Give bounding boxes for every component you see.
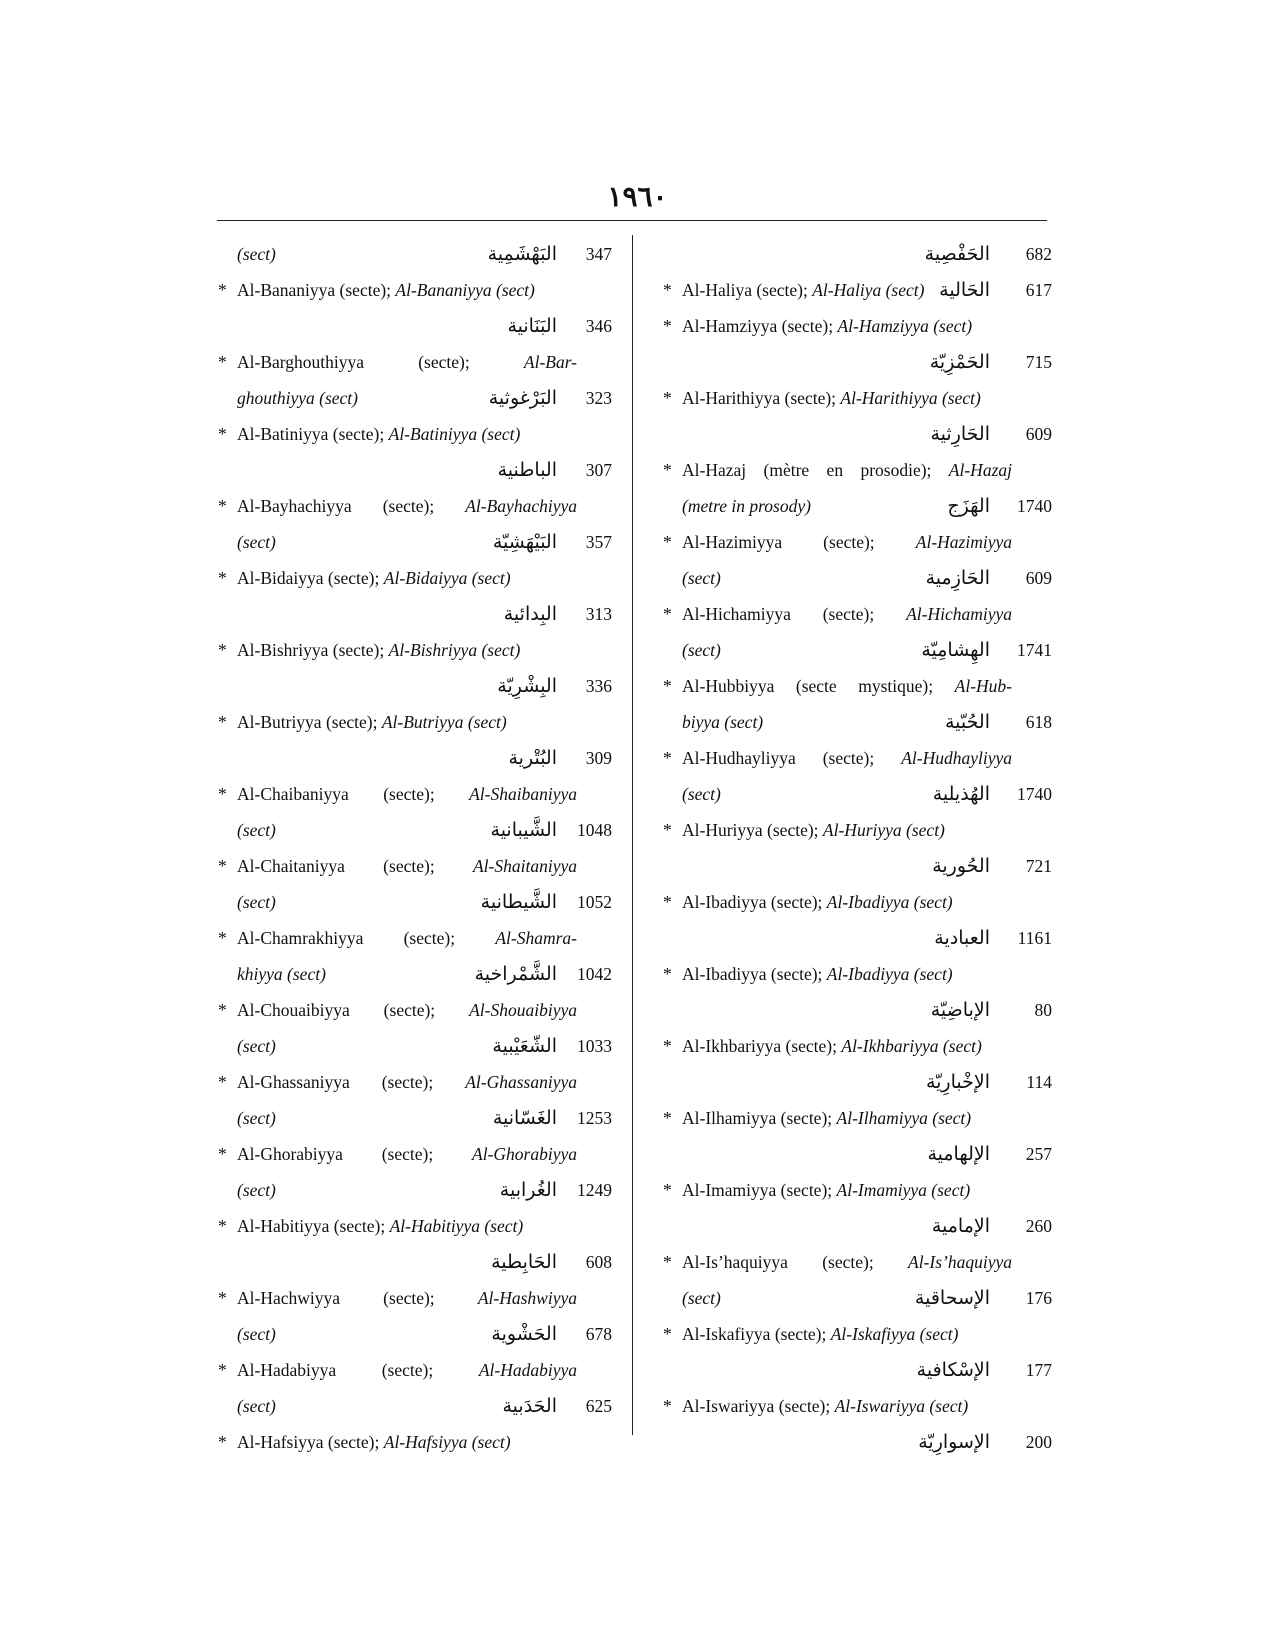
entry-term: Al-Hudhayliyya (secte); Al-Hudhayliyya (682, 748, 1012, 768)
index-line (200, 884, 625, 920)
entry-marker: * (663, 1180, 672, 1200)
index-line (645, 344, 1060, 380)
entry-term: (sect) (682, 640, 721, 660)
entry-page-ref: 257 (1025, 1144, 1052, 1164)
entry-page-ref: 1161 (1017, 928, 1052, 948)
index-line (200, 740, 625, 776)
index-line (200, 1100, 625, 1136)
entry-page-ref: 682 (1025, 244, 1052, 264)
entry-marker: * (218, 280, 227, 300)
entry-marker: * (218, 1000, 227, 1020)
entry-term: Al-Huriyya (secte); Al-Huriyya (sect) (682, 820, 945, 840)
index-line (645, 812, 1060, 848)
index-line (645, 560, 1060, 596)
entry-term: Al-Hazaj (mètre en prosodie); Al-Hazaj (682, 460, 1012, 480)
entry-term: Al-Ikhbariyya (secte); Al-Ikhbariyya (sect) (682, 1036, 982, 1056)
entry-term: (sect) (237, 892, 276, 912)
index-line (200, 236, 625, 272)
index-line (645, 956, 1060, 992)
entry-arabic: الحُورية (932, 855, 990, 877)
index-line (200, 344, 625, 380)
entry-marker: * (218, 784, 227, 804)
entry-marker: * (663, 280, 672, 300)
entry-arabic: الإسحاقية (914, 1287, 990, 1309)
index-line (645, 848, 1060, 884)
index-line (200, 596, 625, 632)
entry-arabic: الحَدَبية (502, 1395, 557, 1417)
entry-arabic: البَنَانية (507, 315, 557, 337)
entry-term: (sect) (237, 1108, 276, 1128)
entry-term: Al-Hichamiyya (secte); Al-Hichamiyya (682, 604, 1012, 624)
entry-marker: * (218, 1216, 227, 1236)
index-line (645, 1316, 1060, 1352)
index-line (200, 776, 625, 812)
entry-term: Al-Bayhachiyya (secte); Al-Bayhachiyya (237, 496, 577, 516)
index-line (645, 416, 1060, 452)
entry-term: Al-Ilhamiyya (secte); Al-Ilhamiyya (sect) (682, 1108, 972, 1128)
entry-page-ref: 260 (1025, 1216, 1052, 1236)
entry-arabic: البَرْغوثية (488, 387, 557, 409)
entry-term: (metre in prosody) (682, 496, 811, 516)
entry-arabic: البَيْهَشِيّة (492, 531, 557, 553)
entry-marker: * (663, 892, 672, 912)
entry-term: Al-Is’haquiyya (secte); Al-Is’haquiyya (682, 1252, 1012, 1272)
entry-page-ref: 309 (585, 748, 612, 768)
entry-arabic: الإخْبارِيّة (925, 1071, 990, 1093)
index-line (200, 920, 625, 956)
entry-page-ref: 323 (585, 388, 612, 408)
index-line (645, 1064, 1060, 1100)
index-line (645, 992, 1060, 1028)
index-line (645, 236, 1060, 272)
entry-page-ref: 1740 (1017, 784, 1052, 804)
index-line (645, 740, 1060, 776)
entry-arabic: الحَابِطية (491, 1251, 557, 1273)
entry-marker: * (218, 1144, 227, 1164)
index-line (200, 1424, 625, 1460)
entry-arabic: الغُرابية (499, 1179, 557, 1201)
entry-marker: * (663, 1036, 672, 1056)
entry-marker: * (218, 496, 227, 516)
entry-arabic: البَهْشَمِية (487, 243, 557, 265)
entry-arabic: الشَّيطانية (480, 891, 557, 913)
entry-arabic: الحَالية (939, 279, 990, 301)
entry-term: Al-Ibadiyya (secte); Al-Ibadiyya (sect) (682, 892, 953, 912)
entry-arabic: الإلهامية (927, 1143, 990, 1165)
index-line (645, 1136, 1060, 1172)
entry-page-ref: 625 (585, 1396, 612, 1416)
entry-term: Al-Iskafiyya (secte); Al-Iskafiyya (sect) (682, 1324, 959, 1344)
entry-term: Al-Bidaiyya (secte); Al-Bidaiyya (sect) (237, 568, 511, 588)
entry-page-ref: 1042 (577, 964, 612, 984)
entry-marker: * (663, 388, 672, 408)
entry-term: Al-Hachwiyya (secte); Al-Hashwiyya (237, 1288, 577, 1308)
entry-page-ref: 357 (585, 532, 612, 552)
entry-term: Al-Hadabiyya (secte); Al-Hadabiyya (237, 1360, 577, 1380)
entry-marker: * (218, 928, 227, 948)
entry-marker: * (218, 856, 227, 876)
entry-arabic: البُتْرية (508, 747, 557, 769)
entry-term: Al-Ghorabiyya (secte); Al-Ghorabiyya (237, 1144, 577, 1164)
entry-page-ref: 1741 (1017, 640, 1052, 660)
entry-term: khiyya (sect) (237, 964, 326, 984)
entry-page-ref: 346 (585, 316, 612, 336)
entry-term: (sect) (682, 568, 721, 588)
entry-arabic: الغَسّانية (492, 1107, 557, 1129)
index-line (645, 920, 1060, 956)
entry-page-ref: 678 (585, 1324, 612, 1344)
entry-marker: * (218, 640, 227, 660)
index-line (200, 812, 625, 848)
entry-term: Al-Batiniyya (secte); Al-Batiniyya (sect) (237, 424, 521, 444)
entry-marker: * (663, 460, 672, 480)
entry-term: Al-Hamziyya (secte); Al-Hamziyya (sect) (682, 316, 973, 336)
index-line (645, 1280, 1060, 1316)
entry-term: Al-Barghouthiyya (secte); Al-Bar- (237, 352, 577, 372)
index-line (200, 1244, 625, 1280)
entry-marker: * (218, 1072, 227, 1092)
index-line (200, 1352, 625, 1388)
entry-marker: * (663, 964, 672, 984)
index-line (200, 1208, 625, 1244)
entry-page-ref: 347 (585, 244, 612, 264)
entry-marker: * (218, 1288, 227, 1308)
index-line (645, 1028, 1060, 1064)
index-line (200, 1316, 625, 1352)
left-column (200, 236, 625, 1460)
index-line (200, 488, 625, 524)
entry-page-ref: 1052 (577, 892, 612, 912)
index-line (645, 884, 1060, 920)
entry-page-ref: 609 (1025, 568, 1052, 588)
entry-arabic: الحَارِثية (930, 423, 990, 445)
index-line (200, 848, 625, 884)
index-line (645, 704, 1060, 740)
entry-arabic: الشّعَيْبية (492, 1035, 557, 1057)
entry-term: (sect) (682, 1288, 721, 1308)
entry-marker: * (663, 676, 672, 696)
entry-page-ref: 176 (1025, 1288, 1052, 1308)
index-line (200, 992, 625, 1028)
entry-term: Al-Haliya (secte); Al-Haliya (sect) (682, 280, 925, 300)
entry-term: Al-Hubbiyya (secte mystique); Al-Hub- (682, 676, 1012, 696)
entry-arabic: الهِشامِيّة (921, 639, 990, 661)
entry-term: Al-Imamiyya (secte); Al-Imamiyya (sect) (682, 1180, 971, 1200)
index-line (645, 668, 1060, 704)
index-line (645, 524, 1060, 560)
index-line (645, 1244, 1060, 1280)
entry-term: Al-Iswariyya (secte); Al-Iswariyya (sect) (682, 1396, 969, 1416)
index-line (645, 452, 1060, 488)
index-line (200, 452, 625, 488)
index-line (200, 1388, 625, 1424)
index-line (200, 1136, 625, 1172)
entry-term: ghouthiyya (sect) (237, 388, 358, 408)
entry-term: Al-Hazimiyya (secte); Al-Hazimiyya (682, 532, 1012, 552)
entry-marker: * (663, 604, 672, 624)
entry-arabic: الإباضِيّة (930, 999, 990, 1021)
index-line (645, 308, 1060, 344)
entry-term: Al-Chamrakhiyya (secte); Al-Shamra- (237, 928, 577, 948)
entry-marker: * (663, 316, 672, 336)
entry-term: Al-Harithiyya (secte); Al-Harithiyya (sect) (682, 388, 981, 408)
entry-term: Al-Chaitaniyya (secte); Al-Shaitaniyya (237, 856, 577, 876)
entry-page-ref: 1253 (577, 1108, 612, 1128)
entry-term: (sect) (237, 1180, 276, 1200)
index-line (645, 488, 1060, 524)
entry-marker: * (663, 1108, 672, 1128)
page-number: ١٩٦٠ (607, 182, 668, 213)
index-line (645, 1388, 1060, 1424)
index-line (645, 1352, 1060, 1388)
entry-term: Al-Bananiyya (secte); Al-Bananiyya (sect) (237, 280, 535, 300)
index-line (645, 1208, 1060, 1244)
entry-page-ref: 721 (1025, 856, 1052, 876)
index-line (200, 1064, 625, 1100)
entry-arabic: الحُبّية (945, 711, 990, 733)
entry-page-ref: 617 (1025, 280, 1052, 300)
index-line (200, 1280, 625, 1316)
entry-arabic: الهَزَج (947, 495, 990, 517)
entry-page-ref: 1249 (577, 1180, 612, 1200)
index-line (200, 272, 625, 308)
index-line (200, 1028, 625, 1064)
right-column (645, 236, 1060, 1460)
entry-arabic: الباطنية (497, 459, 557, 481)
entry-term: Al-Bishriyya (secte); Al-Bishriyya (sect) (237, 640, 521, 660)
index-line (200, 524, 625, 560)
index-line (200, 560, 625, 596)
index-line (645, 1100, 1060, 1136)
entry-marker: * (218, 424, 227, 444)
entry-arabic: الحَازِمية (925, 567, 990, 589)
entry-term: Al-Hafsiyya (secte); Al-Hafsiyya (sect) (237, 1432, 511, 1452)
entry-arabic: الإسْكافية (916, 1359, 990, 1381)
entry-term: Al-Chouaibiyya (secte); Al-Shouaibiyya (237, 1000, 577, 1020)
entry-marker: * (218, 352, 227, 372)
index-line (645, 632, 1060, 668)
entry-page-ref: 307 (585, 460, 612, 480)
header-rule (217, 220, 1047, 221)
entry-term: (sect) (682, 784, 721, 804)
entry-page-ref: 336 (585, 676, 612, 696)
entry-marker: * (663, 532, 672, 552)
entry-page-ref: 200 (1025, 1432, 1052, 1452)
index-line (200, 956, 625, 992)
entry-term: (sect) (237, 820, 276, 840)
entry-page-ref: 609 (1025, 424, 1052, 444)
index-line (200, 416, 625, 452)
entry-arabic: الحَشْوية (491, 1323, 557, 1345)
entry-marker: * (663, 1324, 672, 1344)
entry-arabic: الشَّمْراخية (474, 963, 557, 985)
entry-page-ref: 313 (585, 604, 612, 624)
entry-term: (sect) (237, 1324, 276, 1344)
entry-arabic: الهُذيلية (932, 783, 990, 805)
entry-page-ref: 608 (585, 1252, 612, 1272)
entry-term: biyya (sect) (682, 712, 764, 732)
entry-marker: * (663, 748, 672, 768)
entry-term: Al-Chaibaniyya (secte); Al-Shaibaniyya (237, 784, 577, 804)
entry-marker: * (218, 568, 227, 588)
entry-marker: * (663, 1396, 672, 1416)
entry-term: Al-Ghassaniyya (secte); Al-Ghassaniyya (237, 1072, 577, 1092)
entry-arabic: البِدائية (503, 603, 557, 625)
entry-marker: * (663, 1252, 672, 1272)
entry-term: (sect) (237, 1036, 276, 1056)
entry-term: (sect) (237, 532, 276, 552)
index-line (200, 668, 625, 704)
index-line (645, 272, 1060, 308)
index-line (200, 1172, 625, 1208)
entry-marker: * (663, 820, 672, 840)
entry-page-ref: 715 (1025, 352, 1052, 372)
entry-page-ref: 1740 (1017, 496, 1052, 516)
index-line (200, 308, 625, 344)
entry-term: (sect) (237, 244, 276, 264)
entry-arabic: الإمامية (931, 1215, 990, 1237)
index-line (200, 380, 625, 416)
index-line (200, 704, 625, 740)
index-line (645, 380, 1060, 416)
index-line (645, 776, 1060, 812)
entry-arabic: الشَّيبانية (490, 819, 557, 841)
entry-marker: * (218, 1432, 227, 1452)
entry-term: Al-Habitiyya (secte); Al-Habitiyya (sect) (237, 1216, 524, 1236)
column-divider (632, 235, 633, 1435)
entry-marker: * (218, 712, 227, 732)
index-line (645, 1424, 1060, 1460)
entry-page-ref: 618 (1025, 712, 1052, 732)
entry-arabic: العبادية (934, 927, 990, 949)
entry-page-ref: 177 (1025, 1360, 1052, 1380)
entry-arabic: الحَفْصِية (924, 243, 990, 265)
entry-marker: * (218, 1360, 227, 1380)
entry-page-ref: 80 (1034, 1000, 1052, 1020)
index-line (645, 1172, 1060, 1208)
entry-page-ref: 1033 (577, 1036, 612, 1056)
entry-term: Al-Butriyya (secte); Al-Butriyya (sect) (237, 712, 507, 732)
entry-page-ref: 114 (1026, 1072, 1052, 1092)
entry-term: (sect) (237, 1396, 276, 1416)
index-line (200, 632, 625, 668)
index-line (645, 596, 1060, 632)
entry-page-ref: 1048 (577, 820, 612, 840)
entry-arabic: البِشْرِيّة (497, 675, 557, 697)
entry-arabic: الحَمْزِيّة (929, 351, 990, 373)
entry-arabic: الإسوارِيّة (918, 1431, 990, 1453)
entry-term: Al-Ibadiyya (secte); Al-Ibadiyya (sect) (682, 964, 953, 984)
